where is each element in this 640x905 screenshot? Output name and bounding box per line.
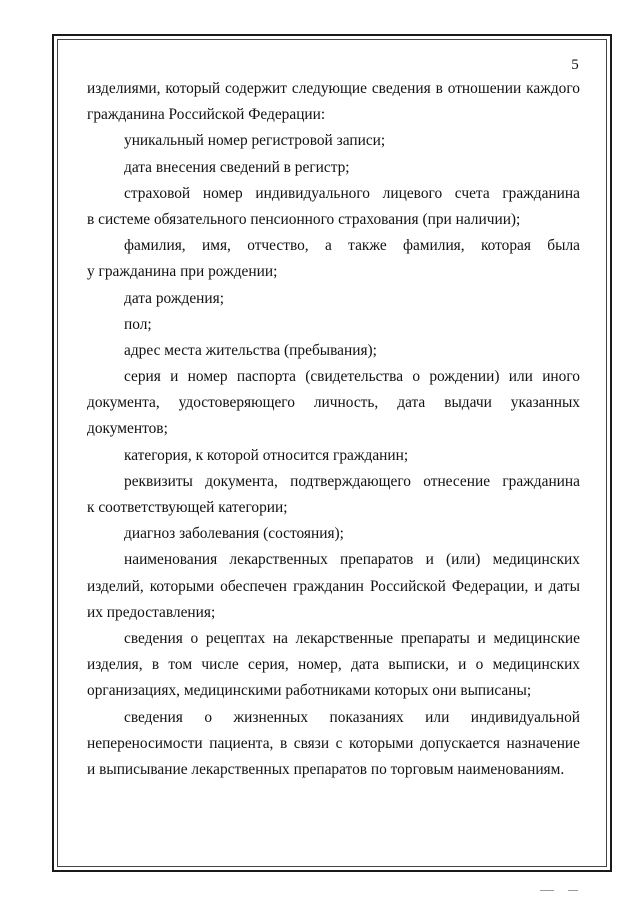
paragraph xyxy=(87,443,580,469)
paragraph xyxy=(87,469,580,521)
text-line: гражданина Российской Федерации: xyxy=(87,106,326,124)
text-line: серия и номер паспорта (свидетельства о рождении) или иного xyxy=(124,368,580,386)
paragraph xyxy=(87,626,580,705)
scan-artifact xyxy=(540,890,554,891)
text-line: категория, к которой относится гражданин; xyxy=(124,446,409,464)
text-line: пол; xyxy=(124,315,152,333)
text-line: диагноз заболевания (состояния); xyxy=(124,525,344,543)
text-line: уникальный номер регистровой записи; xyxy=(124,132,386,150)
text-line: наименования лекарственных препаратов и (или) медицинских xyxy=(124,551,580,569)
paragraph xyxy=(87,155,580,181)
text-line: у гражданина при рождении; xyxy=(87,263,278,281)
paragraph xyxy=(87,521,580,547)
text-line: документа, удостоверяющего личность, дата выдачи указанных xyxy=(87,394,580,412)
text-line: их предоставления; xyxy=(87,603,216,621)
paragraph xyxy=(87,128,580,154)
paragraph xyxy=(87,364,580,443)
text-line: документов; xyxy=(87,420,168,438)
paragraph xyxy=(87,705,580,784)
text-line: сведения о жизненных показаниях или индивидуальной xyxy=(124,708,580,726)
paragraph xyxy=(87,338,580,364)
text-line: изделия, в том числе серия, номер, дата выписки, и о медицинских xyxy=(87,656,580,674)
paragraph xyxy=(87,181,580,233)
text-line: в системе обязательного пенсионного страхования (при наличии); xyxy=(87,210,521,228)
text-line: организациях, медицинскими работниками которых они выписаны; xyxy=(87,682,532,700)
paragraph xyxy=(87,233,580,285)
text-line: адрес места жительства (пребывания); xyxy=(124,341,377,359)
text-line: сведения о рецептах на лекарственные препараты и медицинские xyxy=(124,629,580,647)
text-line: страховой номер индивидуального лицевого счета гражданина xyxy=(124,184,580,202)
paragraph xyxy=(87,76,580,128)
paragraph xyxy=(87,286,580,312)
text-line: дата рождения; xyxy=(124,289,224,307)
text-line: и выписывание лекарственных препаратов по торговым наименованиям. xyxy=(87,760,565,778)
text-line: фамилия, имя, отчество, а также фамилия, которая была xyxy=(124,237,580,255)
page-number: 5 xyxy=(571,57,579,73)
paragraph xyxy=(87,312,580,338)
text-line: изделиями, который содержит следующие сведения в отношении каждого xyxy=(87,80,580,97)
document-body xyxy=(87,76,580,783)
text-line: изделий, которыми обеспечен гражданин Российской Федерации, и даты xyxy=(87,577,580,595)
paragraph xyxy=(87,547,580,626)
scan-artifact xyxy=(568,890,578,891)
text-line: к соответствующей категории; xyxy=(87,499,288,516)
text-line: реквизиты документа, подтверждающего отнесение гражданина xyxy=(124,472,580,490)
text-line: непереносимости пациента, в связи с которыми допускается назначение xyxy=(87,734,580,752)
text-line: дата внесения сведений в регистр; xyxy=(124,158,350,176)
